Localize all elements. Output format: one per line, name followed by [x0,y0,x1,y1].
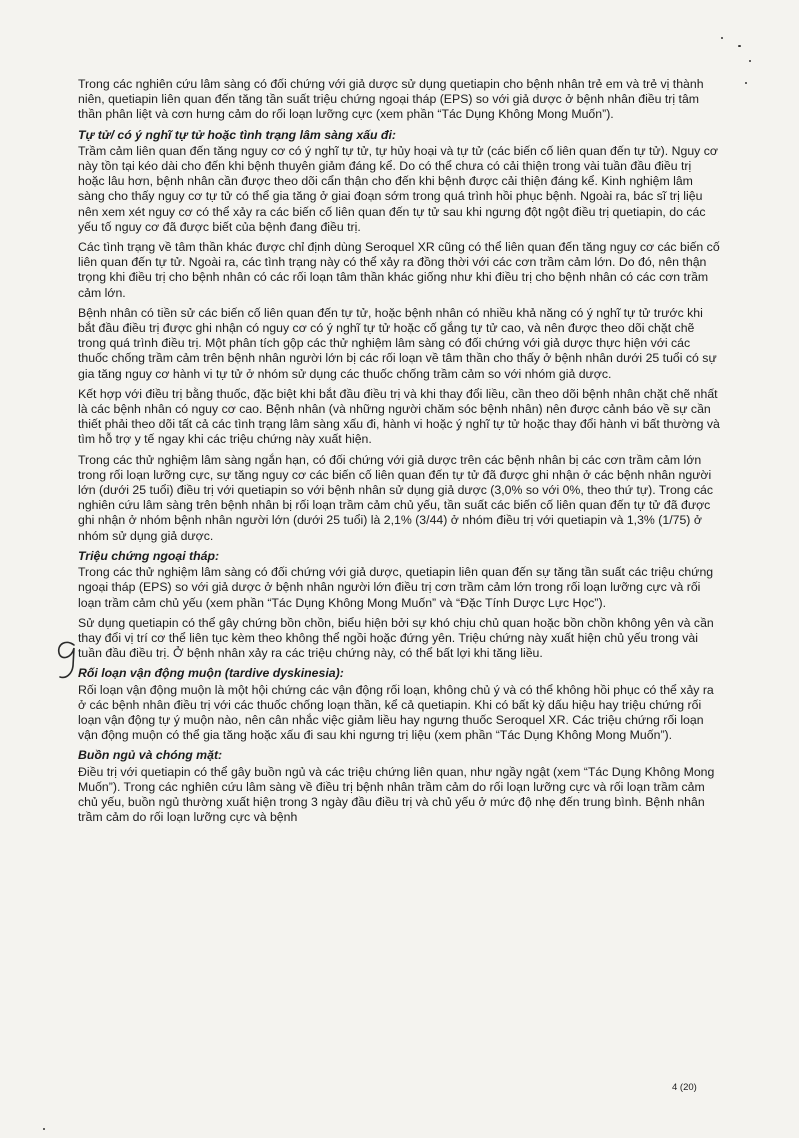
paragraph-eps: Trong các thử nghiệm lâm sàng có đối chứng với giả dược, quetiapin liên quan đến sự tăng tần suất các triệu chứng ngoại tháp (EPS) so với giả dược ở bệnh nhân người lớn điều trị cơn trầm cảm lớn trong rối loạn lưỡng cực và rối loạn trầm cảm chủ yếu (xem phần “Tác Dụng Không Mong Muốn” và “Đặc Tính Dược Lực Học”). [78,565,714,610]
scan-speck [43,1128,45,1130]
paragraph-akathisia: Sử dụng quetiapin có thể gây chứng bồn chồn, biểu hiện bởi sự khó chịu chủ quan hoặc bồn chồn không yên và cần thay đổi vị trí cơ thể liên tục kèm theo không thể ngồi hoặc đứng yên. Triệu chứng này xuất hiện chủ yếu trong vài tuần đầu điều trị. Ở bệnh nhân xảy ra các triệu chứng này, có thể bất lợi khi tăng liều. [78,615,714,661]
document-body [78,77,720,830]
paragraph-monitoring: Kết hợp với điều trị bằng thuốc, đặc biệt khi bắt đầu điều trị và khi thay đổi liều, cần theo dõi bệnh nhân chặt chẽ nhất là các bệnh nhân có nguy cơ cao. Bệnh nhân (và những người chăm sóc bệnh nhân) nên được cảnh báo về sự cần thiết phải theo dõi tất cả các tình trạng lâm sàng xấu đi, hành vi hoặc ý nghĩ tự tử hoặc thay đổi hành vi bất thường và tìm hỗ trợ y tế ngay khi các triệu chứng này xuất hiện. [78,386,720,447]
heading-eps: Triệu chứng ngoại tháp: [78,548,220,563]
scan-speck [749,60,751,62]
handwritten-mark-icon [52,636,82,682]
scan-speck [745,82,747,84]
paragraph-tardive-dyskinesia: Rối loạn vận động muộn là một hội chứng các vận động rối loạn, không chủ ý và có thể không hồi phục có thể xảy ra ở các bệnh nhân điều trị với các thuốc chống loạn thần, kể cả quetiapin. Khi có bất kỳ dấu hiệu hay triệu chứng rối loạn vận động tự ý muộn nào, nên cân nhắc việc giảm liều hay ngưng thuốc Seroquel XR. Các triệu chứng rối loạn vận động muộn có thể gia tăng hoặc xấu đi sau khi ngưng trị liệu (xem phần “Tác Dụng Không Mong Muốn”). [78,682,714,743]
heading-somnolence: Buồn ngủ và chóng mặt: [78,748,223,763]
heading-tardive-dyskinesia: Rối loạn vận động muộn (tardive dyskinesia): [78,666,344,681]
scan-speck [721,37,723,39]
scan-speck [738,45,741,47]
paragraph-suicide-risk: Trầm cảm liên quan đến tăng nguy cơ có ý nghĩ tự tử, tự hủy hoại và tự tử (các biến cố liên quan đến tự tử). Nguy cơ này tồn tại kéo dài cho đến khi bệnh thuyên giảm đáng kể. Do có thể chưa có cải thiện trong vài tuần đầu điều trị hoặc lâu hơn, bệnh nhân cần được theo dõi cẩn thận cho đến khi bệnh được cải thiện đáng kể. Kinh nghiệm lâm sàng cho thấy nguy cơ tự tử có thể gia tăng ở giai đoạn sớm trong quá trình hồi phục bệnh. Ngoài ra, bác sĩ trị liệu nên xem xét nguy cơ có thể xảy ra các biến cố liên quan đến tự tử sau khi ngưng đột ngột điều trị quetiapin, do các yếu tố nguy cơ đã được biết của bệnh đang điều trị. [78,143,718,234]
paragraph-history: Bệnh nhân có tiền sử các biến cố liên quan đến tự tử, hoặc bệnh nhân có nhiều khả năng có ý nghĩ tự tử trước khi bắt đầu điều trị được ghi nhận có nguy cơ có ý nghĩ tự tử hoặc cố gắng tự tử cao, và nên được theo dõi chặt chẽ trong quá trình điều trị. Một phân tích gộp các thử nghiệm lâm sàng có đối chứng với giả dược thực hiện với các thuốc chống trầm cảm trên bệnh nhân người lớn bị các rối loạn về tâm thần cho thấy ở bệnh nhân dưới 25 tuổi có sự gia tăng nguy cơ hành vi tự tử ở nhóm sử dụng các thuốc chống trầm cảm so với nhóm giả dược. [78,305,717,381]
paragraph-short-term-trials: Trong các thử nghiệm lâm sàng ngắn hạn, có đối chứng với giả dược trên các bệnh nhân bị các cơn trầm cảm lớn trong rối loạn lưỡng cực, sự tăng nguy cơ các biến cố liên quan đến tự tử đã được ghi nhận ở các bệnh nhân người lớn (dưới 25 tuổi) điều trị với quetiapin so với bệnh nhân sử dụng giả dược (3,0% so với 0%, theo thứ tự). Trong các nghiên cứu lâm sàng trên bệnh nhân bị rối loạn trầm cảm chủ yếu, tần suất các biến cố liên quan đến tự tử đã được ghi nhận ở nhóm bệnh nhân người lớn (dưới 25 tuổi) là 2,1% (3/44) ở nhóm điều trị với quetiapin và 1,3% (1/75) ở nhóm sử dụng giả dược. [78,452,714,543]
paragraph-somnolence: Điều trị với quetiapin có thể gây buồn ngủ và các triệu chứng liên quan, như ngầy ngật (xem “Tác Dụng Không Mong Muốn”). Trong các nghiên cứu lâm sàng về điều trị bệnh nhân trầm cảm do rối loạn lưỡng cực và rối loạn trầm cảm chủ yếu, buồn ngủ thường xuất hiện trong 3 ngày đầu điều trị và chủ yếu ở mức độ nhẹ đến trung bình. Bệnh nhân trầm cảm do rối loạn lưỡng cực và bệnh [78,764,715,825]
paragraph-other-conditions: Các tình trạng về tâm thần khác được chỉ định dùng Seroquel XR cũng có thể liên quan đến tăng nguy cơ các biến cố liên quan đến tự tử. Ngoài ra, các tình trạng này có thể xảy ra đồng thời với các cơn trầm cảm lớn. Do đó, nên thận trọng khi điều trị cho bệnh nhân có các rối loạn tâm thần khác giống như khi điều trị cho bệnh nhân có các cơn trầm cảm lớn. [78,240,720,300]
heading-suicide: Tự tử/ có ý nghĩ tự tử hoặc tình trạng lâm sàng xấu đi: [78,127,396,142]
paragraph-intro: Trong các nghiên cứu lâm sàng có đối chứng với giả dược sử dụng quetiapin cho bệnh nhân trẻ em và trẻ vị thành niên, quetiapin liên quan đến tăng tần suất triệu chứng ngoại tháp (EPS) so với giả dược ở bệnh nhân điều trị tâm thần phân liệt và cơn hưng cảm do rối loạn lưỡng cực (xem phần “Tác Dụng Không Mong Muốn”). [78,77,704,122]
page-number: 4 (20) [672,1082,697,1093]
